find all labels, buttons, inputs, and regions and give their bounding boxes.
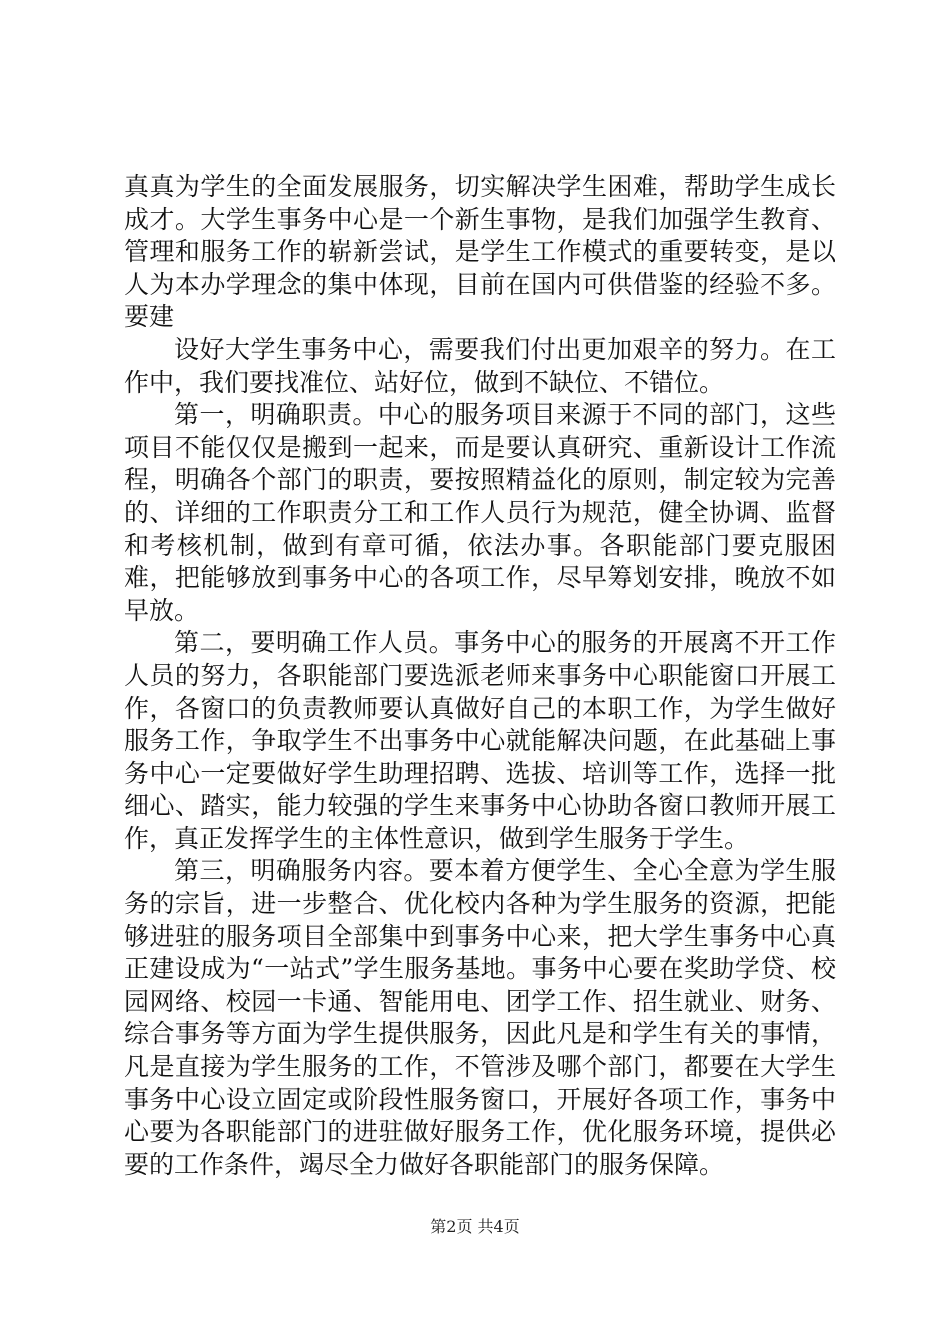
paragraph-5: 第三，明确服务内容。要本着方便学生、全心全意为学生服务的宗旨，进一步整合、优化校内各种为学生服务的资源，把能够进驻的服务项目全部集中到事务中心来，把大学生事务中心真正建设成为“一站式”学生服务基地。事务中心要在奖助学贷、校园网络、校园一卡通、智能用电、团学工作、招生就业、财务、综合事务等方面为学生提供服务，因此凡是和学生有关的事情，凡是直接为学生服务的工作，不管涉及哪个部门，都要在大学生事务中心设立固定或阶段性服务窗口，开展好各项工作，事务中心要为各职能部门的进驻做好服务工作，优化服务环境，提供必要的工作条件，竭尽全力做好各职能部门的服务保障。: [124, 856, 836, 1179]
paragraph-4: 第二，要明确工作人员。事务中心的服务的开展离不开工作人员的努力，各职能部门要选派老师来事务中心职能窗口开展工作，各窗口的负责教师要认真做好自己的本职工作，为学生做好服务工作，争取学生不出事务中心就能解决问题，在此基础上事务中心一定要做好学生助理招聘、选拔、培训等工作，选择一批细心、踏实，能力较强的学生来事务中心协助各窗口教师开展工作，真正发挥学生的主体性意识，做到学生服务于学生。: [124, 628, 836, 853]
document-body: [124, 171, 836, 1181]
paragraph-3: 第一，明确职责。中心的服务项目来源于不同的部门，这些项目不能仅仅是搬到一起来，而是要认真研究、重新设计工作流程，明确各个部门的职责，要按照精益化的原则，制定较为完善的、详细的工作职责分工和工作人员行为规范，健全协调、监督和考核机制，做到有章可循，依法办事。各职能部门要克服困难，把能够放到事务中心的各项工作，尽早筹划安排，晚放不如早放。: [124, 400, 836, 625]
paragraph-2: 设好大学生事务中心，需要我们付出更加艰辛的努力。在工作中，我们要找准位、站好位，做到不缺位、不错位。: [124, 334, 836, 397]
page-number-footer: 第2页 共4页: [430, 1217, 520, 1236]
paragraph-1: 真真为学生的全面发展服务，切实解决学生困难，帮助学生成长成才。大学生事务中心是一个新生事物，是我们加强学生教育、管理和服务工作的崭新尝试，是学生工作模式的重要转变，是以人为本办学理念的集中体现，目前在国内可供借鉴的经验不多。要建: [124, 172, 836, 332]
